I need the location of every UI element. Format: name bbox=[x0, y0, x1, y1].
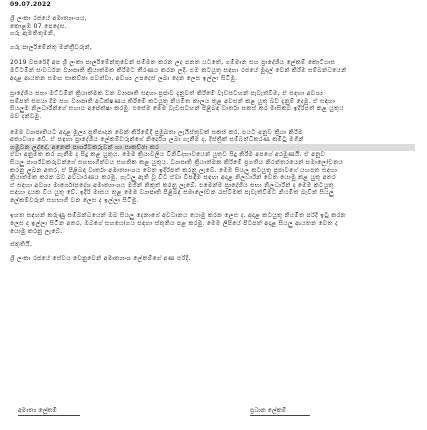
body-line: සියලු පාර්ශ්වකරුවන්ගේ සහභාගීත්වය සහතික කළ යුතුය. ව්‍යාපෘති ක්‍රියාත්මක කිරීමේ ප්‍රගතිය නිරන්තරයෙන් සමාලෝචනය bbox=[10, 158, 344, 166]
address-line: ශ්‍රී ලංකා රජයේ අමාත්‍යාංශය, bbox=[10, 15, 87, 22]
body-line: අදාළ ආයතන සමඟ සාකච්ඡා පවත්වා, අවශ්‍ය උපදෙස් ලබා දෙන ලෙස ඉල්ලා සිටිමු. bbox=[10, 74, 238, 82]
signature-right-rule bbox=[250, 415, 310, 416]
body-line: සඳහා දායක විය යුතු වේ. ඉදිරි මාසය තුළ මෙම ව්‍යාපෘති පිළිබඳ සමාලෝචන රැස්වීමක් පැවැත්වීමට නියමිත බැවින් සියලු bbox=[10, 189, 334, 197]
closing-line: ශ්‍රී ලංකා රජයේ සේවය වෙනුවෙන් අමාත්‍යාංශ ලේකම්ගේ අණ පරිදි. bbox=[10, 254, 191, 262]
salutation-line: ගරු පාර්ලිමේන්තු මන්ත්‍රීවරුන්, bbox=[10, 43, 93, 51]
letter-date: 09.07.2022 bbox=[10, 1, 51, 8]
highlighted-line: හමුවන ලද්දේ, අනෙක් පාර්ශ්වකරුවන් හා සාකච්ඡා කර bbox=[10, 144, 415, 152]
body-line: ප්‍රාදේශීය සභා මට්ටමින් ක්‍රියාත්මක වන ව්‍යාපෘති සඳහා ප්‍රජාව දැනුවත් කිරීමේ වැඩසටහන් පැවැත්වීම, ඒ සඳහා අවශ්‍ය bbox=[10, 90, 324, 98]
body-line: කරනු ලබන අතර, ඒ පිළිබඳ වාර්තා අමාත්‍යාංශය වෙත ඉදිරිපත් කරනු ලැබේ. මෙම සියලු කටයුතු ප්‍රජාවගේ යහපත සඳහා bbox=[10, 166, 338, 174]
body-line: මට්ටමින් සංවර්ධන ව්‍යාපෘති ක්‍රියාත්මක කිරීමට තීරණය කරන ලදී. එම කටයුතු සඳහා රජයේ මුදල් වෙන් කිරීම සම්බන්ධයෙන් bbox=[10, 66, 347, 74]
body-line: යොමු කරනු ලැබේ. bbox=[10, 227, 63, 235]
salutation-line: ගරු ඇමතිතුමනි, bbox=[10, 30, 56, 38]
closing-line: ස්තුතියි, bbox=[10, 241, 33, 249]
address-line: කොළඹ 07 පෙදෙස. bbox=[10, 22, 67, 30]
body-line: 2019 වසරේදී අප ශ්‍රී ලංකා පාර්ලිමේන්තුවෙන් සම්මත කරන ලද පනත යටතේ, ගම්මාන සහ ප්‍රාදේශීය ලේකම් කොට්ඨාස bbox=[10, 59, 336, 67]
body-line: ඒවා අනුමත කර ගැනීම ද සිදු කළ යුතුය. මෙම ක්‍රියාවලිය විනිවිදභාවයෙන් යුතුව සිදු කිරීම අපගේ අරමුණයි. ඒ අනුව bbox=[10, 151, 326, 159]
body-line: මෙම ව්‍යාපෘතියට අදාළ මූල්‍ය ප්‍රතිපාදන වෙන් කිරීමේදී ප්‍රමුඛතා ලැයිස්තුවක් සකස් කර, එයට අනුව ක්‍රියා කිරීම bbox=[10, 128, 303, 136]
body-line: ඒ සඳහා අවශ්‍ය මාර්ගෝපදේශ අමාත්‍යාංශය මගින් නිකුත් කරනු ලැබේ. එමෙන්ම ප්‍රාදේශීය සභා නිලධාරීන් ද මෙම කටයුතු bbox=[10, 181, 334, 189]
body-line: ලේකම්වරුන් සහභාගී වන ලෙස ද ඉල්ලා සිටිමු. bbox=[10, 196, 139, 204]
letter-body bbox=[10, 9, 415, 262]
body-line: ලෙස ද ඉල්ලා සිටින අතර, ඔබගේ සහයෝගය සඳහා ස්තුතිය පළ කරමු. මෙම ලිපියේ පිටපත් අදාළ සියලු ආයතන වෙත ද bbox=[10, 220, 338, 228]
body-line: ඉහත සඳහන් කරුණු සම්බන්ධයෙන් ඔබ සියලු දෙනාගේ අවධානය යොමු කරන ලෙස ද, අදාළ කටයුතු නියමිත පරිදි ඉටු කරන bbox=[10, 212, 346, 220]
signature-left-rule bbox=[18, 415, 80, 416]
body-line: අත්‍යවශ්‍ය වේ. ඒ සඳහා ප්‍රාදේශීය ලේකම්වරුන්ගේ නිර්දේශ ලබා ගැනීම ද, දිස්ත්‍රික් සම්බන්ධීකරණ කමිටු මගින් bbox=[10, 136, 304, 144]
body-line: සම්පත් සපයා දීම සහ ව්‍යාපෘති අධීක්ෂණය කිරීමේ කටයුතු නියමිත කාලය තුළ අවසන් කළ යුතු බව දැනුම් දෙමු. ඒ සඳහා bbox=[10, 97, 336, 105]
signature-left: අමාත්‍ය ලේකම් bbox=[18, 407, 57, 414]
body-line: සියලුම නිලධාරීන්ගේ සහාය අපේක්ෂා කරමු. එසේම මෙම වැඩසටහන් පිළිබඳ වාර්තා සකස් කර මාසිකව ඉදිරිපත් කළ යුතුය bbox=[10, 105, 344, 113]
signature-right: ප්‍රධාන ලේකම් bbox=[250, 407, 287, 414]
body-line: ක්‍රියාත්මක කරන බව අවධාරණය කරමු. ගැටලු ඇති වූ විට ඒවා විසඳීම සඳහා අදාළ නිලධාරීන් වෙත යොමු කළ යුතු අතර bbox=[10, 174, 336, 182]
body-line: බව දන්වමු. bbox=[10, 112, 42, 120]
